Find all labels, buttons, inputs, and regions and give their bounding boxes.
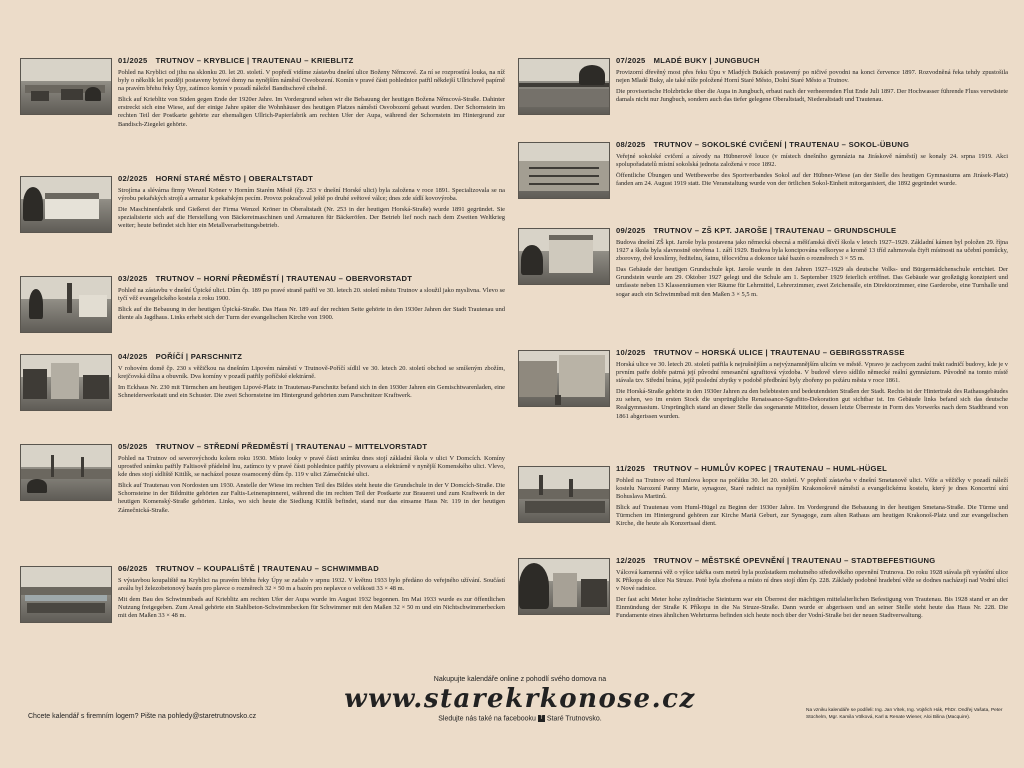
corporate-logo-offer: Chcete kalendář s firemním logem? Pište na pohledy@staretrutnovsko.cz [28,713,257,720]
entry-title: TRUTNOV – SOKOLSKÉ CVIČENÍ | TRAUTENAU – SOKOL-ÜBUNG [653,140,910,149]
entry-heading [118,564,505,573]
entry-number: 03/2025 [118,274,148,283]
entry-text-german: Im Eckhaus Nr. 230 mit Türmchen am heutigen Lipové-Platz in Trautenau-Parschnitz befand sich in den 1930er Jahren ein Gemischtwarenladen, eine Schneiderwerkstatt und ein Schuster. Die zwei Schornsteine im Hintergrund gehörten zum Parschnitzer Kraftwerk. [118,384,505,400]
calendar-entry [20,442,505,564]
entry-text-czech: Válcová kamenná věž o výšce takřka osm metrů byla pozůstatkem mohutného středověkého opevnění Trutnova. Do roku 1928 stávala při vyústění ulice K Příkopu do ulice Na Struze. Poté byla zbořena a místo ní dnes stojí dům čp. 228. Základy podobné hradební věže se dodnes nacházejí nad Vodní ulicí v Nové radnice. [616,569,1008,593]
entry-number: 06/2025 [118,564,148,573]
entry-text-czech: Pohled na Kryblici od jihu na sklonku 20. let 20. století. V popředí vidíme zástavbu dnešní ulice Boženy Němcové. Za ní se rozprostírá louka, na níž byly o několik let později postaveny bytové domy na nynějším náměstí Osvobození. Komín v pravé části pohlednice patřil někdejší Ullrichově papírně na pravém břehu řeky Úpy, zatímco komín v pozadí náležel Bandischově cihelně. [118,69,505,93]
facebook-icon[interactable]: f [538,715,545,722]
entry-number: 05/2025 [118,442,148,451]
entry-text-german: Mit dem Bau des Schwimmbads auf Krieblitz am rechten Ufer der Aupa wurde im August 1932 begonnen. Im Mai 1933 wurde es zur öffentlichen Nutzung freigegeben. Zum Areal gehörte ein Stahlbeton-Schwimmbecken für Schwimmer mit den Maßen 32 × 50 m und ein Nichtschwimmerbecken mit den Maßen 33 × 48 m. [118,596,505,620]
entry-text-czech: Strojírna a slévárna firmy Wenzel Kröner v Horním Starém Městě (čp. 253 v dnešní Horské ulici) byla založena v roce 1891. Specializovala se na výrobu pekařských strojů a armatur k pekařským pecím. Provoz pokračoval ještě po druhé světové válce; dnes zde sídlí kovovýroba. [118,187,505,203]
entry-heading [616,140,1008,149]
entry-number: 07/2025 [616,56,646,65]
entry-text-german: Die Maschinenfabrik und Gießerei der Firma Wenzel Kröner in Oberaltstadt (Nr. 253 in der heutigen Horská-Straße) wurde 1891 gegründet. Sie spezialisierte sich auf die Herstellung von Bäckereimaschinen und Armaturen für Bäckeröfen. Der Betrieb lief noch nach dem Zweiten Weltkrieg weiter; heute befindet sich hier ein Metallverarbeitungsbetrieb. [118,206,505,230]
entry-text-german: Öffentliche Übungen und Wettbewerbe des Sportverbandes Sokol auf der Hübner-Wiese (an der Stelle des heutigen Gymnasiums am Jirásek-Platz) fanden am 24. August 1919 statt. Die Veranstaltung wurde von der örtlichen Sokol-Einheit mitorganisiert, die 1892 gegründet wurde. [616,172,1008,188]
entry-number: 11/2025 [616,464,646,473]
facebook-page-name[interactable]: Staré Trutnovsko. [546,715,602,723]
shop-promo-text: Nakupujte kalendáře online z pohodlí svého domova na [433,676,607,683]
entry-number: 10/2025 [616,348,646,357]
calendar-entry [20,274,505,352]
calendar-entry [20,56,505,174]
entry-heading [118,274,505,283]
entry-number: 04/2025 [118,352,148,361]
calendar-entry [518,140,1008,226]
entry-text-czech: V rohovém domě čp. 230 s věžičkou na dnešním Lipovém náměstí v Trutnově-Poříčí sídlil ve 30. letech 20. století obchod se smíšeným zbožím, krejčovská dílna a obuvník. Dva komíny v pozadí patřily poříčské elektrárně. [118,365,505,381]
entry-text-czech: Pohled na Trutnov od severovýchodu kolem roku 1930. Místo louky v pravé části snímku dnes stojí základní škola v ulici V Domcích. Komíny uprostřed snímku patřily Faltisově přádelně lnu, zatímco ty v pravé části pohlednice patřily pivovaru a elektrárně v nynější Komenského ulici. Vlevo, kde dnes stojí sídliště Kittlík, se nacházel pouze osamocený dům čp. 119 v ulici Zámečnické ulici. [118,455,505,479]
postcard-photo [20,444,112,501]
entry-heading [616,464,1008,473]
entry-text-czech: Provizorní dřevěný most přes řeku Úpu v Mladých Bukách postavený po ničivé povodni na konci července 1897. Rozvodněná řeka tehdy zpustošila nejen Mladé Buky, ale také níže položené Horní Staré Město, Dolní Staré Město a Trutnov. [616,69,1008,85]
entry-text-german: Blick auf die Bebauung in der heutigen Úpická-Straße. Das Haus Nr. 189 auf der rechten Seite gehörte in den 1930er Jahren der Stadt Trautenau und diente als Jagdhaus. Links erhebt sich der Turm der evangelischen Kirche von 1900. [118,306,505,322]
entry-text-german: Blick auf Trautenau vom Huml-Hügel zu Beginn der 1930er Jahre. Im Vordergrund die Bebauung in der heutigen Smetana-Straße. Die Türme und Türmchen im Hintergrund gehören zur Kirche Mariä Geburt, zur Synagoge, zum alten Rathaus am heutigen Krakonoš-Platz und zur evangelischen Kirche, die heute als Konzertsaal dient. [616,504,1008,528]
postcard-photo [20,566,112,623]
entry-heading [118,442,505,451]
entry-heading [118,174,505,183]
entry-text-czech: Pohled na Trutnov od Humlova kopce na počátku 30. let 20. století. V popředí zástavba v dnešní Smetanově ulici. Věže a věžičky v pozadí náleží kostelu Narození Panny Marie, synagoze, Staré radnici na nynějším Krakonošově náměstí a evangelickému kostelu, který je dnes Koncertní síní Bohuslava Martinů. [616,477,1008,501]
credits: Na vzniku kalendáře se podíleli: Ing. Jan Vítek, Ing. Vojtěch Hák, PhDr. Ondřej Vašata, Peter Stüchelm, Mgr. Kamila Völková, Karl & Renate Wiener, Aloi Bilina (Macquire). [806,708,1003,720]
calendar-entry [20,174,505,274]
calendar-entry [518,556,1008,621]
right-column [518,56,1008,624]
postcard-photo [518,142,610,199]
entry-title: POŘÍČÍ | PARSCHNITZ [155,352,243,361]
entry-title: HORNÍ STARÉ MĚSTO | OBERALTSTADT [155,174,314,183]
postcard-photo [20,276,112,333]
calendar-entry [518,56,1008,140]
entry-title: MLADÉ BUKY | JUNGBUCH [653,56,760,65]
entry-title: TRUTNOV – STŘEDNÍ PŘEDMĚSTÍ | TRAUTENAU – MITTELVORSTADT [155,442,428,451]
entry-text-czech: S výstavbou koupaliště na Kryblici na pravém břehu řeky Úpy se začalo v srpnu 1932. V květnu 1933 bylo předáno do veřejného užívání. Součástí areálu byl železobetonový bazén pro plavce o rozměrech 32 × 50 m a bazén pro neplavce o velikosti 33 × 48 m. [118,577,505,593]
calendar-entry [518,464,1008,556]
calendar-entry [518,348,1008,464]
calendar-entry [20,352,505,442]
postcard-photo [20,354,112,411]
entry-number: 02/2025 [118,174,148,183]
entry-title: TRUTNOV – HORNÍ PŘEDMĚSTÍ | TRAUTENAU – OBERVORSTADT [155,274,413,283]
entry-number: 01/2025 [118,56,148,65]
entry-number: 09/2025 [616,226,646,235]
entry-text-czech: Veřejné sokolské cvičení a závody na Hübnerově louce (v místech dnešního gymnázia na Jiráskově náměstí) se konaly 24. srpna 1919. Akci spolupořadatelů místní sokolská jednota založená v roce 1892. [616,153,1008,169]
entry-heading [616,226,1008,235]
entry-text-czech: Horská ulice ve 30. letech 20. století patřila k nejrušnějším a nejvýznamnějším ulicím ve městě. Vpravo je zachycen zadní trakt radničí budovy, kde je v prvním patře dobře patrná její původní renesanční sgrafitová výzdoba. V budově vlevo sídlilo německé reální gymnázium. Původně na tomto místě stávala tzv. Střední brána, jejíž poslední zbytky v podobě předbrání byly zbořeny po požáru města v roce 1861. [616,361,1008,385]
postcard-photo [518,558,610,615]
entry-number: 08/2025 [616,140,646,149]
entry-heading [616,556,1008,565]
footer-promo [340,676,700,722]
entry-heading [616,348,1008,357]
entry-heading [118,352,505,361]
calendar-entry [518,226,1008,348]
entry-title: TRUTNOV – HORSKÁ ULICE | TRAUTENAU – GEBIRGSSTRASSE [653,348,905,357]
postcard-photo [20,58,112,115]
postcard-photo [518,228,610,285]
postcard-photo [518,466,610,523]
entry-title: TRUTNOV – MĚSTSKÉ OPEVNĚNÍ | TRAUTENAU – STADTBEFESTIGUNG [653,556,936,565]
entry-text-german: Der fast acht Meter hohe zylindrische Steinturm war ein Überrest der mächtigen mittelalterlichen Befestigung von Trautenau. Bis 1928 stand er an der Einmündung der Straße K Příkopu in die Na Struze-Straße. Dann wurde er abgerissen und an seiner Stelle steht heute das Haus Nr. 228. Die Fundamente eines ähnlichen Wehrturms befinden sich heute noch über der Vodní-Straße bei der neuen Stadtverwaltung. [616,596,1008,620]
postcard-photo [20,176,112,233]
entry-heading [118,56,505,65]
entry-text-czech: Pohled na zástavbu v dnešní Úpické ulici. Dům čp. 189 po pravé straně patřil ve 30. letech 20. století městu Trutnov a sloužil jako myslivna. Vlevo se tyčí věž evangelického kostela z roku 1900. [118,287,505,303]
facebook-promo-text: Sledujte nás také na facebooku [438,715,536,723]
entry-title: TRUTNOV – KRYBLICE | TRAUTENAU – KRIEBLITZ [155,56,354,65]
entry-title: TRUTNOV – ZŠ KPT. JAROŠE | TRAUTENAU – GRUNDSCHULE [653,226,897,235]
entry-text-german: Die Horská-Straße gehörte in den 1930er Jahren zu den belebtesten und bedeutendsten Straßen der Stadt. Rechts ist der Hintertrakt des Rathausgebäudes zu sehen, wo im ersten Stock die ursprüngliche Renaissance-Sgrafitto-Dekoration gut sichtbar ist. Im Gebäude links befand sich das deutsche Realgymnasium. Ursprünglich stand an dieser Stelle das sogenannte Mitteltor, dessen letzte Überreste in Form des Vorwerks nach dem Stadtbrand von 1861 abgerissen wurden. [616,388,1008,420]
postcard-photo [518,350,610,407]
facebook-promo [340,715,700,722]
calendar-entry [20,564,505,620]
entry-text-german: Blick auf Trautenau von Nordosten um 1930. Anstelle der Wiese im rechten Teil des Bildes steht heute die Grundschule in der V Domcích-Straße. Die Schornsteine in der Bildmitte gehörten zur Faltis-Leinenspinnerei, während die im rechten Teil der Postkarte zur Brauerei und zum Kraftwerk in der heutigen Komenský-Straße gehörten. Links, wo sich heute die Siedlung Kittlík befindet, stand nur das einsame Haus Nr. 119 in der heutigen Zámečnická-Straße. [118,482,505,514]
entry-number: 12/2025 [616,556,646,565]
postcard-photo [518,58,610,115]
left-column [20,56,505,623]
website-link[interactable]: www.starekrkonose.cz [344,684,696,714]
entry-text-german: Das Gebäude der heutigen Grundschule kpt. Jaroše wurde in den Jahren 1927–1929 als deutsche Volks- und Bürgermädchenschule errichtet. Der Grundstein wurde am 29. Oktober 1927 gelegt und die Schule am 1. September 1929 feierlich eröffnet. Das Gebäude war großzügig konzipiert und umfasste neben 13 Klassenräumen vier Räume für Lehrmittel, Lehrerzimmer, zwei Zeichensäle, ein Direktorzimmer, eine Garderobe, eine Turnhalle und sogar auch ein Schwimmbad mit den Maßen 3 × 5,5 m. [616,266,1008,298]
entry-text-german: Die provisorische Holzbrücke über die Aupa in Jungbuch, erbaut nach der verheerenden Flut Ende Juli 1897. Der Hochwasser führende Fluss verwüstete damals nicht nur Jungbuch, sondern auch das tiefer gelegene Oberaltstadt, Niederaltstadt und Trautenau. [616,88,1008,104]
entry-title: TRUTNOV – HUMLŮV KOPEC | TRAUTENAU – HUML-HÜGEL [653,464,888,473]
entry-text-czech: Budova dnešní ZŠ kpt. Jaroše byla postavena jako německá obecná a měšťanská dívčí škola v letech 1927–1929. Základní kámen byl položen 29. října 1927 a škola byla slavnostně otevřena 1. září 1929. Budova byla koncipována velkoryse a kromě 13 tříd zahrnovala čtyři místnosti na učební pomůcky, zborovny, dvě kreslírny, ředitelnu, šatnu, tělocvičnu a dokonce také bazén o rozměrech 3 × 55 m. [616,239,1008,263]
entry-heading [616,56,1008,65]
entry-title: TRUTNOV – KOUPALIŠTĚ | TRAUTENAU – SCHWIMMBAD [155,564,380,573]
entry-text-german: Blick auf Krieblitz von Süden gegen Ende der 1920er Jahre. Im Vordergrund sehen wir die Bebauung der heutigen Božena Němcová-Straße. Dahinter erstreckt sich eine Wiese, auf der einige Jahre später die Wohnhäuser des heutigen Platzes náměstí Osvobození gebaut wurden. Der Schornstein im rechten Teil der Postkarte gehörte zur ehemaligen Ullrich-Papierfabrik am rechten Ufer der Aupa, während der Schornstein im Hintergrund zur Bandisch-Ziegelei gehörte. [118,96,505,128]
